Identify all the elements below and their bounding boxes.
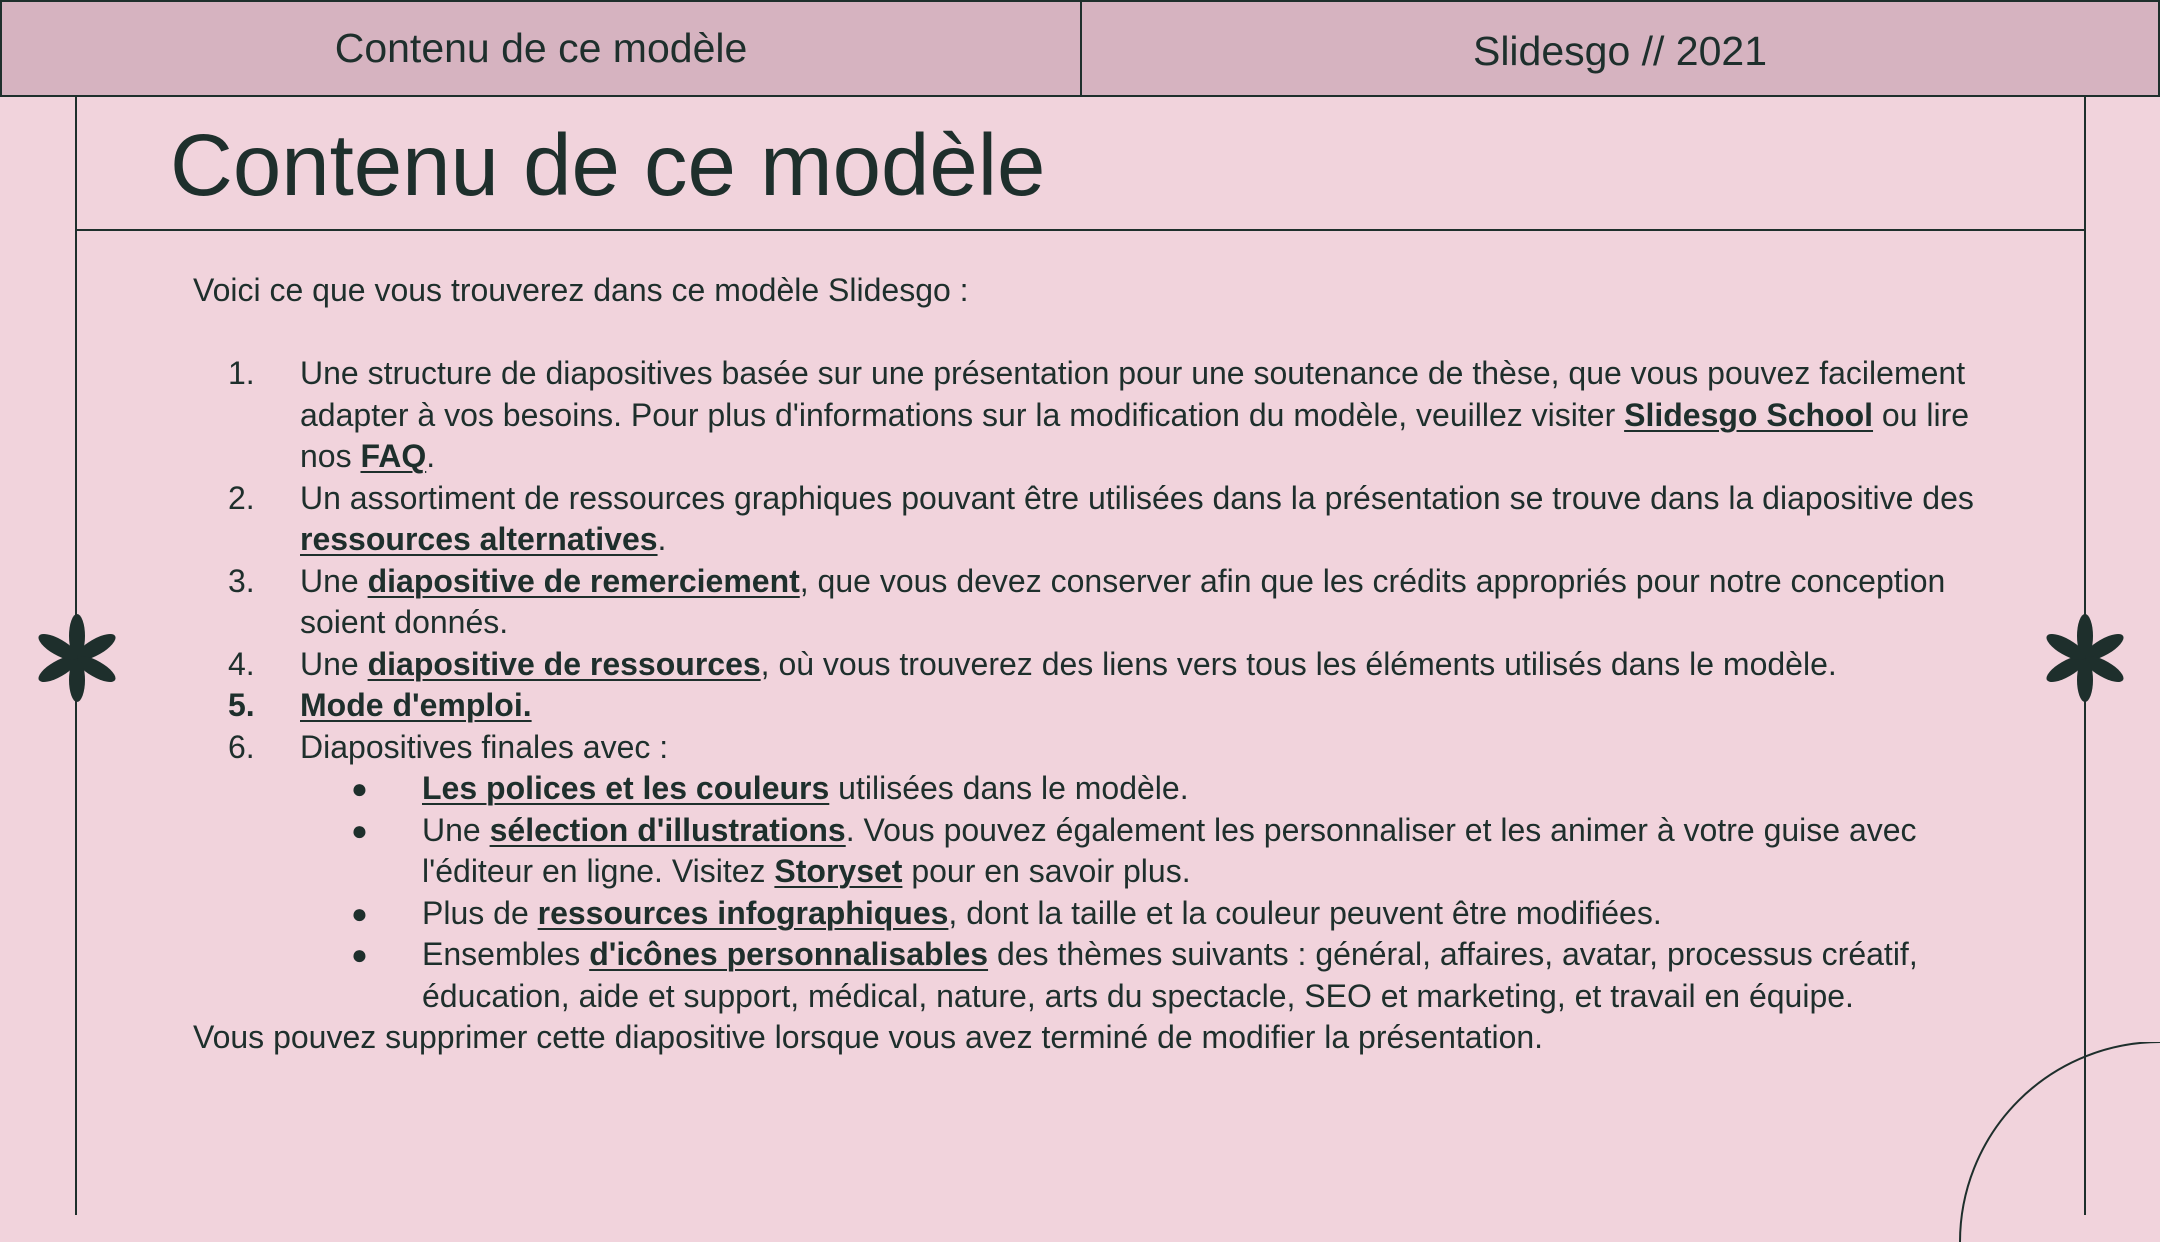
item-text: Un assortiment de ressources graphiques pouvant être utilisées dans la présentation se trouve dans la diapositive des	[300, 479, 1974, 516]
list-number: 6.	[228, 728, 255, 765]
list-item	[193, 727, 1983, 769]
infographics-link[interactable]: ressources infographiques	[537, 894, 949, 931]
bullet-text: Ensembles	[422, 936, 590, 972]
decorative-circle	[1880, 1042, 2160, 1242]
instructions-link[interactable]: Mode d'emploi.	[300, 687, 532, 723]
item-text: .	[426, 438, 436, 474]
bullet-text: . Vous pouvez également les personnaliser et les animer à votre guise avec l'éditeur en ligne. Visitez	[422, 811, 1917, 889]
item-text: Une	[300, 562, 368, 599]
bullet-text: utilisées dans le modèle.	[829, 770, 1189, 806]
list-number: 3.	[228, 562, 255, 599]
slide-title: Contenu de ce modèle	[170, 117, 1046, 214]
intro-text: Voici ce que vous trouverez dans ce modèle Slidesgo :	[193, 272, 969, 308]
list-item	[193, 685, 1983, 727]
list-number: 1.	[228, 355, 255, 391]
bullet-item	[193, 934, 1983, 1017]
list-item	[193, 644, 1983, 686]
item-text: Une structure de diapositives basée sur une présentation pour une soutenance de thèse, que vous pouvez facilement adapter à vos besoins. Pour plus d'informations sur la modification du modèle, veuillez visiter	[300, 355, 1966, 433]
slide-content	[193, 270, 1983, 1059]
header-section-label: Contenu de ce modèle	[0, 0, 1082, 97]
item-text: .	[657, 521, 667, 557]
item-text: , que vous devez conserver afin que les crédits appropriés pour notre conception soient donnés.	[300, 562, 1946, 640]
item-text: Une	[300, 645, 368, 682]
list-number: 2.	[228, 479, 255, 516]
item-text: Diapositives finales avec :	[300, 728, 669, 765]
asterisk-icon	[32, 598, 122, 718]
list-item	[193, 478, 1983, 561]
icons-link[interactable]: d'icônes personnalisables	[589, 936, 989, 972]
bullet-text: pour en savoir plus.	[902, 853, 1191, 889]
bullet-dot: ●	[351, 897, 368, 929]
bullet-text: Une	[422, 811, 490, 848]
faq-link[interactable]: FAQ	[360, 438, 427, 474]
outro-text: Vous pouvez supprimer cette diapositive lorsque vous avez terminé de modifier la présentation.	[193, 1019, 1544, 1055]
list-number: 4.	[228, 645, 255, 682]
bullet-text: , dont la taille et la couleur peuvent être modifiées.	[948, 894, 1662, 931]
header-brand-label: Slidesgo // 2021	[1080, 0, 2160, 97]
list-number: 5.	[228, 687, 255, 723]
bullet-dot: ●	[351, 939, 368, 970]
storyset-link[interactable]: Storyset	[774, 853, 903, 889]
bullet-text: des thèmes suivants : général, affaires, avatar, processus créatif, éducation, aide et support, médical, nature, arts du spectacle, SEO et marketing, et travail en équipe.	[422, 936, 1918, 1014]
bullet-dot: ●	[351, 814, 368, 846]
alternative-resources-link[interactable]: ressources alternatives	[300, 521, 658, 557]
bullet-text: Plus de	[422, 894, 538, 931]
bullet-dot: ●	[351, 773, 368, 804]
bullet-item	[193, 810, 1983, 893]
illustrations-link[interactable]: sélection d'illustrations	[489, 811, 846, 848]
title-divider	[75, 229, 2086, 231]
fonts-colors-link[interactable]: Les polices et les couleurs	[422, 770, 830, 806]
item-text: ou lire nos	[300, 396, 1970, 474]
bullet-item	[193, 768, 1983, 810]
item-text: , où vous trouverez des liens vers tous les éléments utilisés dans le modèle.	[760, 645, 1837, 682]
bullet-item	[193, 893, 1983, 935]
slidesgo-school-link[interactable]: Slidesgo School	[1624, 396, 1874, 433]
thanks-slide-link[interactable]: diapositive de remerciement	[367, 562, 800, 599]
list-item	[193, 561, 1983, 644]
resources-slide-link[interactable]: diapositive de ressources	[367, 645, 761, 682]
asterisk-icon	[2040, 598, 2130, 718]
list-item	[193, 353, 1983, 478]
